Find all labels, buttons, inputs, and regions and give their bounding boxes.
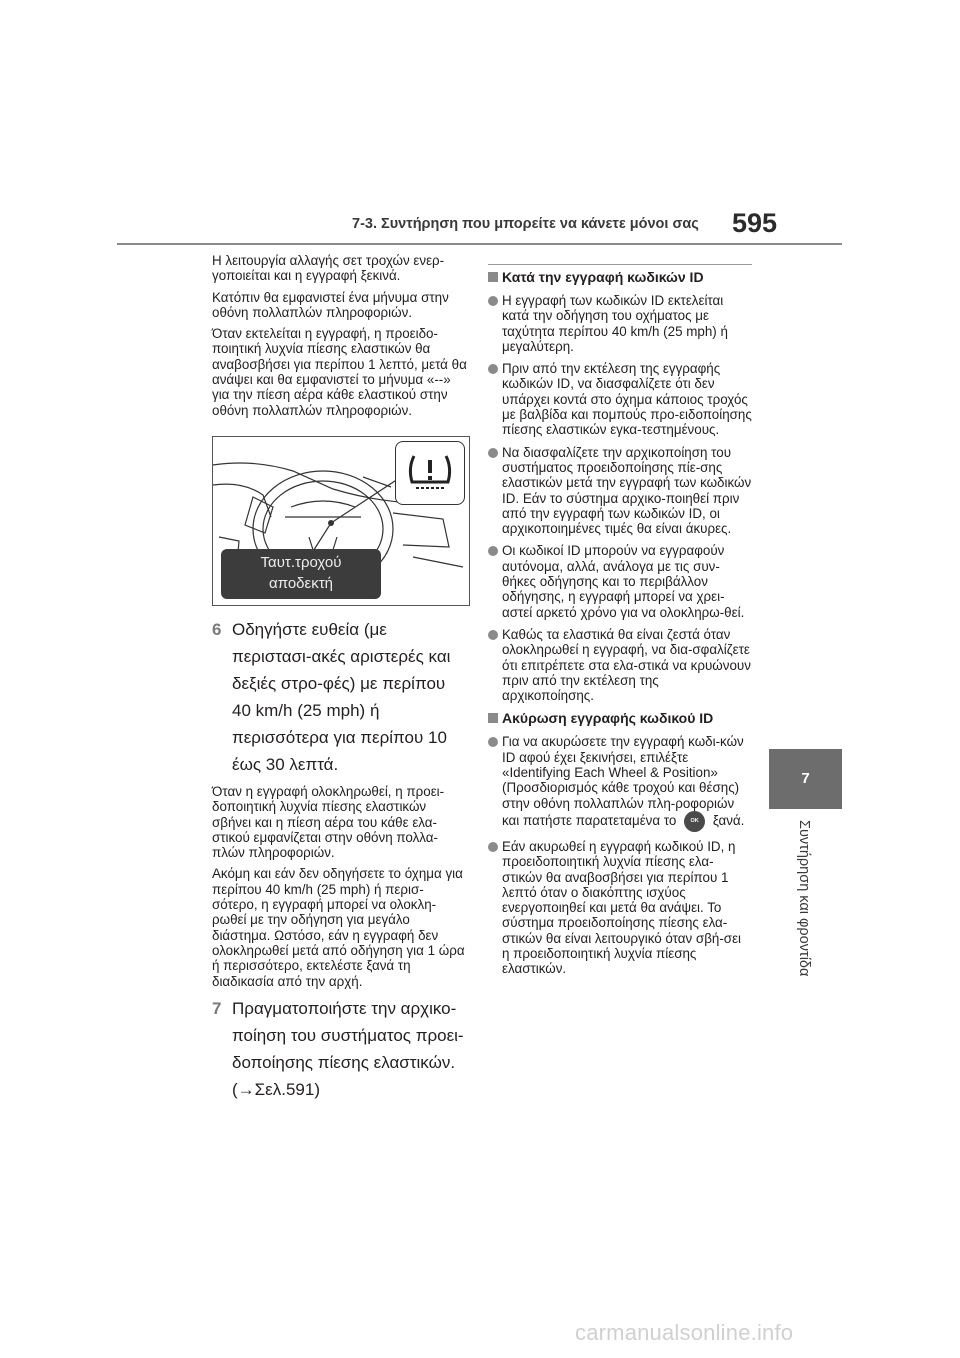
running-header-title: 7-3. Συντήρηση που μπορείτε να κάνετε μόνοι σας bbox=[352, 216, 699, 232]
ok-button-icon: OK bbox=[684, 811, 705, 832]
display-message bbox=[221, 549, 381, 599]
section-title: Ακύρωση εγγραφής κωδικού ID bbox=[502, 710, 714, 727]
section-heading bbox=[488, 710, 752, 726]
chapter-tab: 7 bbox=[769, 749, 842, 809]
display-message-line: Ταυτ.τροχού bbox=[260, 553, 342, 571]
list-item bbox=[488, 734, 752, 831]
step-text: Πραγματοποιήστε την αρχικο-ποίηση του συστήματος προει-δοποίησης πίεσης ελαστικών. (→Σελ.591) bbox=[232, 998, 464, 1099]
circle-bullet-icon bbox=[488, 630, 498, 640]
list-item-text bbox=[502, 734, 752, 831]
watermark: carmanualsonline.info bbox=[575, 1320, 794, 1345]
step-note: Ακόμη και εάν δεν οδηγήσετε το όχημα για περίπου 40 km/h (25 mph) ή περισ-σότερο, η εγγραφή μπορεί να ολοκλη-ρωθεί με την οδήγηση για μεγάλο διάστημα. Ωστόσο, εάν η εγγραφή δεν ολοκληρωθεί μετά από οδήγηση για 1 ώρα ή περισσότερο, εκτελέστε ξανά τη διαδικασία από την αρχή. bbox=[212, 866, 465, 989]
intro-paragraph: Κατόπιν θα εμφανιστεί ένα μήνυμα στην οθόνη πολλαπλών πληροφοριών. bbox=[212, 289, 449, 320]
list-item-text: Να διασφαλίζετε την αρχικοποίηση του συστήματος προειδοποίησης πίε-σης ελαστικών μετά την εγγραφή των κωδικών ID. Εάν το σύστημα αρχικο-ποιηθεί πριν από την εγγραφή των κωδικών ID, οι αρχικοποιημένες τιμές θα είναι άκυρες. bbox=[502, 444, 752, 537]
list-item bbox=[488, 627, 752, 703]
list-item-text: Η εγγραφή των κωδικών ID εκτελείται κατά την οδήγηση του οχήματος με ταχύτητα περίπου 40 km/h (25 mph) ή μεγαλύτερη. bbox=[502, 293, 728, 354]
right-column bbox=[490, 265, 752, 984]
section-heading bbox=[488, 269, 752, 285]
circle-bullet-icon bbox=[488, 448, 498, 458]
square-bullet-icon bbox=[488, 713, 498, 723]
display-message-line: αποδεκτή bbox=[269, 574, 333, 592]
step-number: 6 bbox=[212, 619, 222, 639]
step-6 bbox=[212, 616, 468, 778]
intro-paragraph: Η λειτουργία αλλαγής σετ τροχών ενερ-γοποιείται και η εγγραφή ξεκινά. bbox=[212, 253, 445, 284]
square-bullet-icon bbox=[488, 272, 498, 282]
header-divider bbox=[117, 243, 842, 245]
circle-bullet-icon bbox=[488, 737, 498, 747]
list-item bbox=[488, 293, 752, 354]
list-item bbox=[488, 445, 752, 537]
section-title: Κατά την εγγραφή κωδικών ID bbox=[502, 269, 704, 285]
step-note: Όταν η εγγραφή ολοκληρωθεί, η προει-δοποιητική λυχνία πίεσης ελαστικών σβήνει και η πίεση αέρα του κάθε ελα-στικού εμφανίζεται στην οθόνη πολλα-πλών πληροφοριών. bbox=[212, 783, 445, 861]
list-item bbox=[488, 839, 752, 977]
list-item-text-part: Για να ακυρώσετε την εγγραφή κωδι-κών ID αφού έχει ξεκινήσει, επιλέξτε «Identifying Each Wheel & Position» (Προσδιορισμός κάθε τροχού και θέσης) στην οθόνη πολλαπλών πλη-ροφοριών και πατήστε παρατεταμένα το bbox=[502, 734, 744, 828]
circle-bullet-icon bbox=[488, 364, 498, 374]
circle-bullet-icon bbox=[488, 842, 498, 852]
left-column bbox=[212, 253, 468, 1109]
tpms-symbol bbox=[396, 442, 464, 504]
list-item-text: Πριν από την εκτέλεση της εγγραφής κωδικών ID, να διασφαλίζετε ότι δεν υπάρχει κοντά στο όχημα κάποιος τροχός με βαλβίδα και πομπούς προ-ειδοποίησης πίεσης ελαστικών εγκα-τεστημένους. bbox=[502, 361, 752, 438]
intro-paragraph: Όταν εκτελείται η εγγραφή, η προειδο-ποιητική λυχνία πίεσης ελαστικών θα αναβοσβήσει για περίπου 1 λεπτό, μετά θα ανάψει και θα εμφανιστεί το μήνυμα «--» για την πίεση αέρα κάθε ελαστικού στην οθόνη πολλαπλών πληροφοριών. bbox=[212, 326, 467, 418]
list-item-text: Οι κωδικοί ID μπορούν να εγγραφούν αυτόνομα, αλλά, ανάλογα με τις συν-θήκες οδήγησης και το περιβάλλον οδήγησης, η εγγραφή μπορεί να χρει-αστεί αρκετό χρόνο για να ολοκληρω-θεί. bbox=[502, 543, 745, 620]
list-item bbox=[488, 543, 752, 619]
list-item-text: Εάν ακυρωθεί η εγγραφή κωδικού ID, η προειδοποιητική λυχνία πίεσης ελα-στικών θα αναβοσβήσει για περίπου 1 λεπτό όταν ο διακόπτης ισχύος ενεργοποιηθεί και μετά θα ανάψει. Το σύστημα προειδοποίησης πίεσης ελα-στικών θα είναι λειτουργικό όταν σβή-σει η προειδοποιητική λυχνία πίεσης ελαστικών. bbox=[502, 838, 742, 977]
dashboard-illustration bbox=[212, 436, 470, 606]
section-divider bbox=[488, 264, 752, 265]
tire-pressure-warning-icon bbox=[395, 441, 465, 505]
step-7 bbox=[212, 995, 468, 1103]
list-item-text-part: ξανά. bbox=[712, 812, 745, 828]
circle-bullet-icon bbox=[488, 546, 498, 556]
page-number: 595 bbox=[732, 208, 778, 238]
step-text: Οδηγήστε ευθεία (με περιστασι-ακές αριστερές και δεξιές στρο-φές) με περίπου 40 km/h (25 mph) ή περισσότερα για περίπου 10 έως 30 λεπτά. bbox=[232, 619, 451, 774]
circle-bullet-icon bbox=[488, 296, 498, 306]
step-number: 7 bbox=[212, 998, 222, 1018]
chapter-side-title: Συντήρηση και φροντίδα bbox=[796, 820, 812, 977]
list-item bbox=[488, 361, 752, 437]
list-item-text: Καθώς τα ελαστικά θα είναι ζεστά όταν ολοκληρωθεί η εγγραφή, να δια-σφαλίζετε ότι επιτρέπετε στα ελα-στικά να κρυώνουν πριν από την εκτέλεση της αρχικοποίησης. bbox=[502, 626, 751, 704]
